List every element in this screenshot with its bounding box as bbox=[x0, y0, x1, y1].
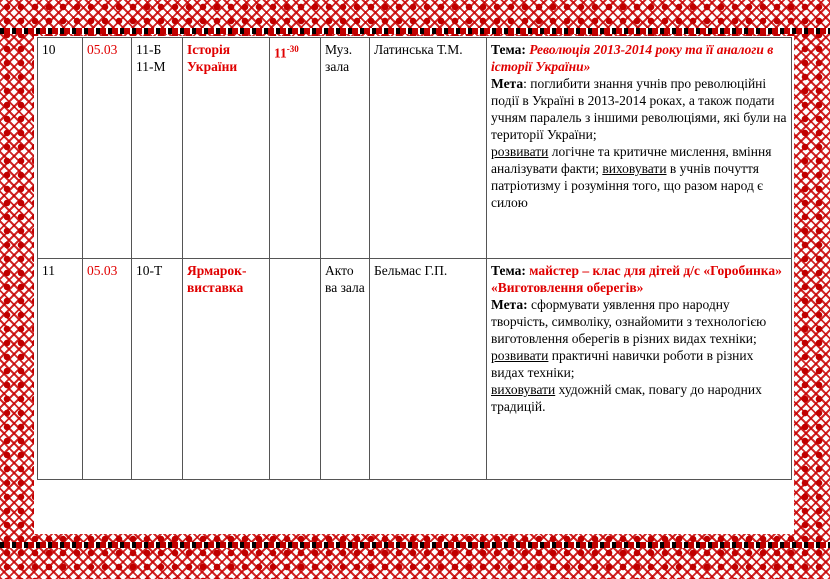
topic-label: Тема: bbox=[491, 42, 526, 57]
topic-text: Революція 2013-2014 року та її аналоги в історії України» bbox=[491, 42, 774, 74]
row-teacher: Латинська Т.М. bbox=[370, 38, 487, 259]
row-time bbox=[270, 38, 321, 259]
row-place: Акто ва зала bbox=[321, 259, 370, 480]
goal-text: : поглибити знання учнів про революційні події в Україні в 2013-2014 роках, а також подати учням паралель з іншими революціями, які були на території України; bbox=[491, 76, 787, 142]
table-row bbox=[38, 259, 792, 480]
row-subject: Ярмарок-виставка bbox=[183, 259, 270, 480]
topic-text: майстер – клас для дітей д/с «Горобинка» «Виготовлення оберегів» bbox=[491, 263, 782, 295]
time-main: 11 bbox=[274, 45, 287, 61]
educate-text: в учнів почуття патріотизму і розуміння того, що разом народ є силою bbox=[491, 161, 763, 210]
class-line: 11-Б bbox=[136, 42, 162, 57]
row-time bbox=[270, 259, 321, 480]
row-number: 10 bbox=[38, 38, 83, 259]
row-class bbox=[132, 38, 183, 259]
goal-label: Мета bbox=[491, 76, 524, 91]
class-line: 11-М bbox=[136, 59, 166, 74]
border-band-bottom bbox=[0, 542, 830, 548]
row-subject: Історія України bbox=[183, 38, 270, 259]
row-date: 05.03 bbox=[83, 38, 132, 259]
develop-text: практичні навички роботи в різних видах техніки; bbox=[491, 348, 754, 380]
row-class: 10-Т bbox=[132, 259, 183, 480]
row-number: 11 bbox=[38, 259, 83, 480]
row-teacher: Бельмас Г.П. bbox=[370, 259, 487, 480]
goal-label: Мета: bbox=[491, 297, 528, 312]
develop-text: логічне та критичне мислення, вміння аналізувати факти; bbox=[491, 144, 772, 176]
schedule-table bbox=[37, 37, 792, 480]
table-row bbox=[38, 38, 792, 259]
row-date: 05.03 bbox=[83, 259, 132, 480]
develop-label: розвивати bbox=[491, 348, 549, 363]
educate-label: виховувати bbox=[491, 382, 556, 397]
develop-label: розвивати bbox=[491, 144, 549, 159]
topic-label: Тема: bbox=[491, 263, 526, 278]
row-description bbox=[487, 259, 792, 480]
row-place: Муз. зала bbox=[321, 38, 370, 259]
goal-text: сформувати уявлення про народну творчість, символіку, ознайомити з технологією виготовлення оберегів в різних видах техніки; bbox=[491, 297, 767, 346]
row-description bbox=[487, 38, 792, 259]
educate-text: художній смак, повагу до народних традицій. bbox=[491, 382, 762, 414]
border-band-top bbox=[0, 28, 830, 34]
time-sup: -30 bbox=[286, 44, 299, 54]
educate-label: виховувати bbox=[602, 161, 667, 176]
